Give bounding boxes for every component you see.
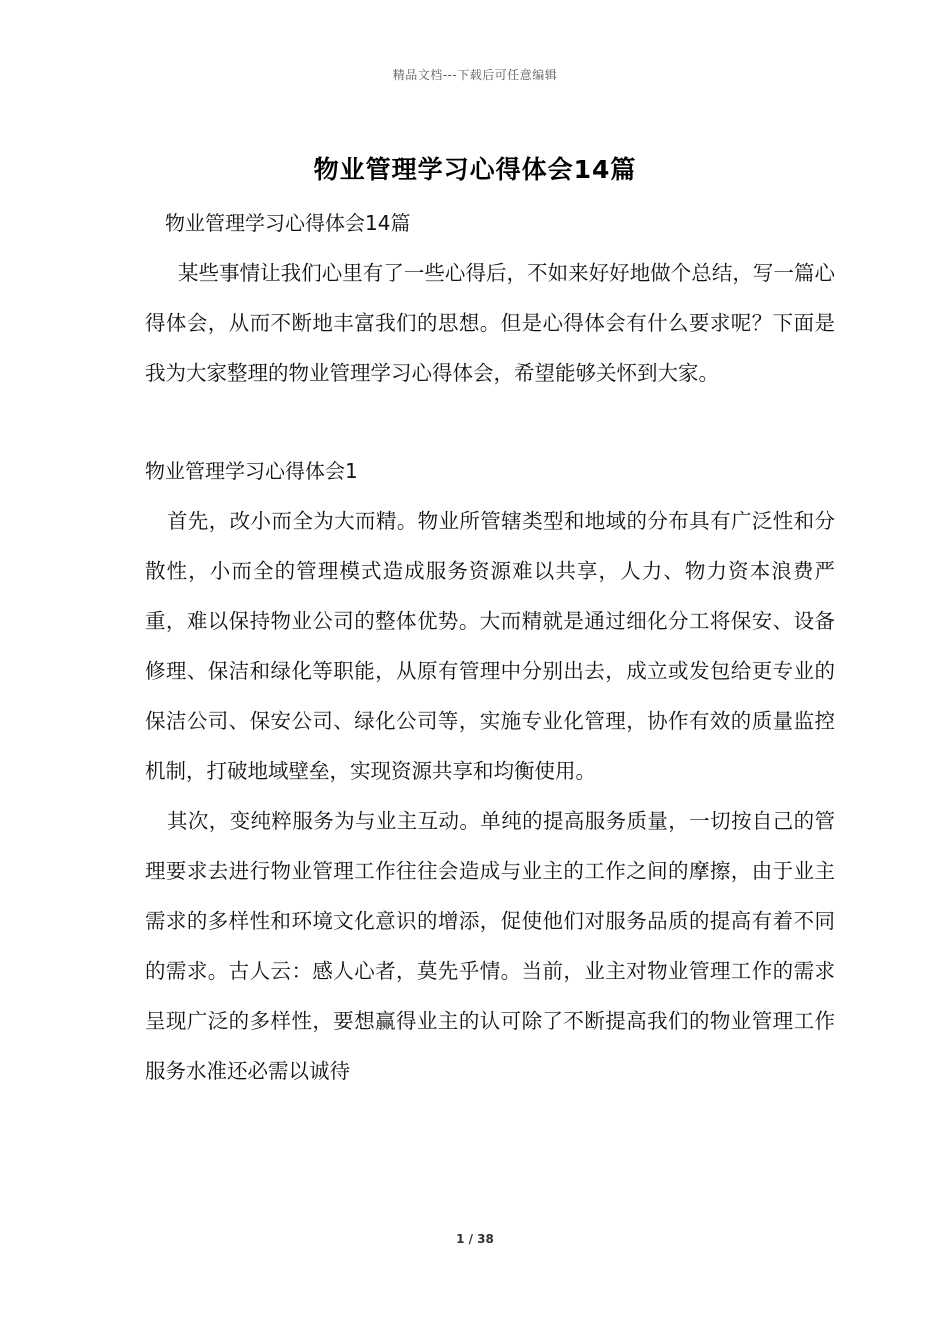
spacer bbox=[145, 398, 835, 446]
body-paragraph-2: 其次，变纯粹服务为与业主互动。单纯的提高服务质量，一切按自己的管理要求去进行物业管理工作往往会造成与业主的工作之间的摩擦，由于业主需求的多样性和环境文化意识的增添，促使他们对服务品质的提高有着不同的需求。古人云：感人心者，莫先乎情。当前，业主对物业管理工作的需求呈现广泛的多样性，要想赢得业主的认可除了不断提高我们的物业管理工作服务水准还必需以诚待 bbox=[145, 809, 835, 1083]
page-header: 精品文档---下载后可任意编辑 bbox=[392, 68, 558, 82]
section-heading: 物业管理学习心得体会1 bbox=[145, 459, 358, 483]
document-body bbox=[145, 198, 835, 1096]
page-number: 1 / 38 bbox=[456, 1232, 494, 1246]
intro-paragraph: 某些事情让我们心里有了一些心得后，不如来好好地做个总结，写一篇心得体会，从而不断地丰富我们的思想。但是心得体会有什么要求呢？下面是我为大家整理的物业管理学习心得体会，希望能够关怀到大家。 bbox=[145, 261, 835, 385]
document-subtitle: 物业管理学习心得体会14篇 bbox=[165, 211, 411, 235]
document-title: 物业管理学习心得体会14篇 bbox=[313, 155, 637, 184]
body-paragraph-1: 首先，改小而全为大而精。物业所管辖类型和地域的分布具有广泛性和分散性，小而全的管理模式造成服务资源难以共享，人力、物力资本浪费严重，难以保持物业公司的整体优势。大而精就是通过细化分工将保安、设备修理、保洁和绿化等职能，从原有管理中分别出去，成立或发包给更专业的保洁公司、保安公司、绿化公司等，实施专业化管理，协作有效的质量监控机制，打破地域壁垒，实现资源共享和均衡使用。 bbox=[145, 509, 835, 783]
